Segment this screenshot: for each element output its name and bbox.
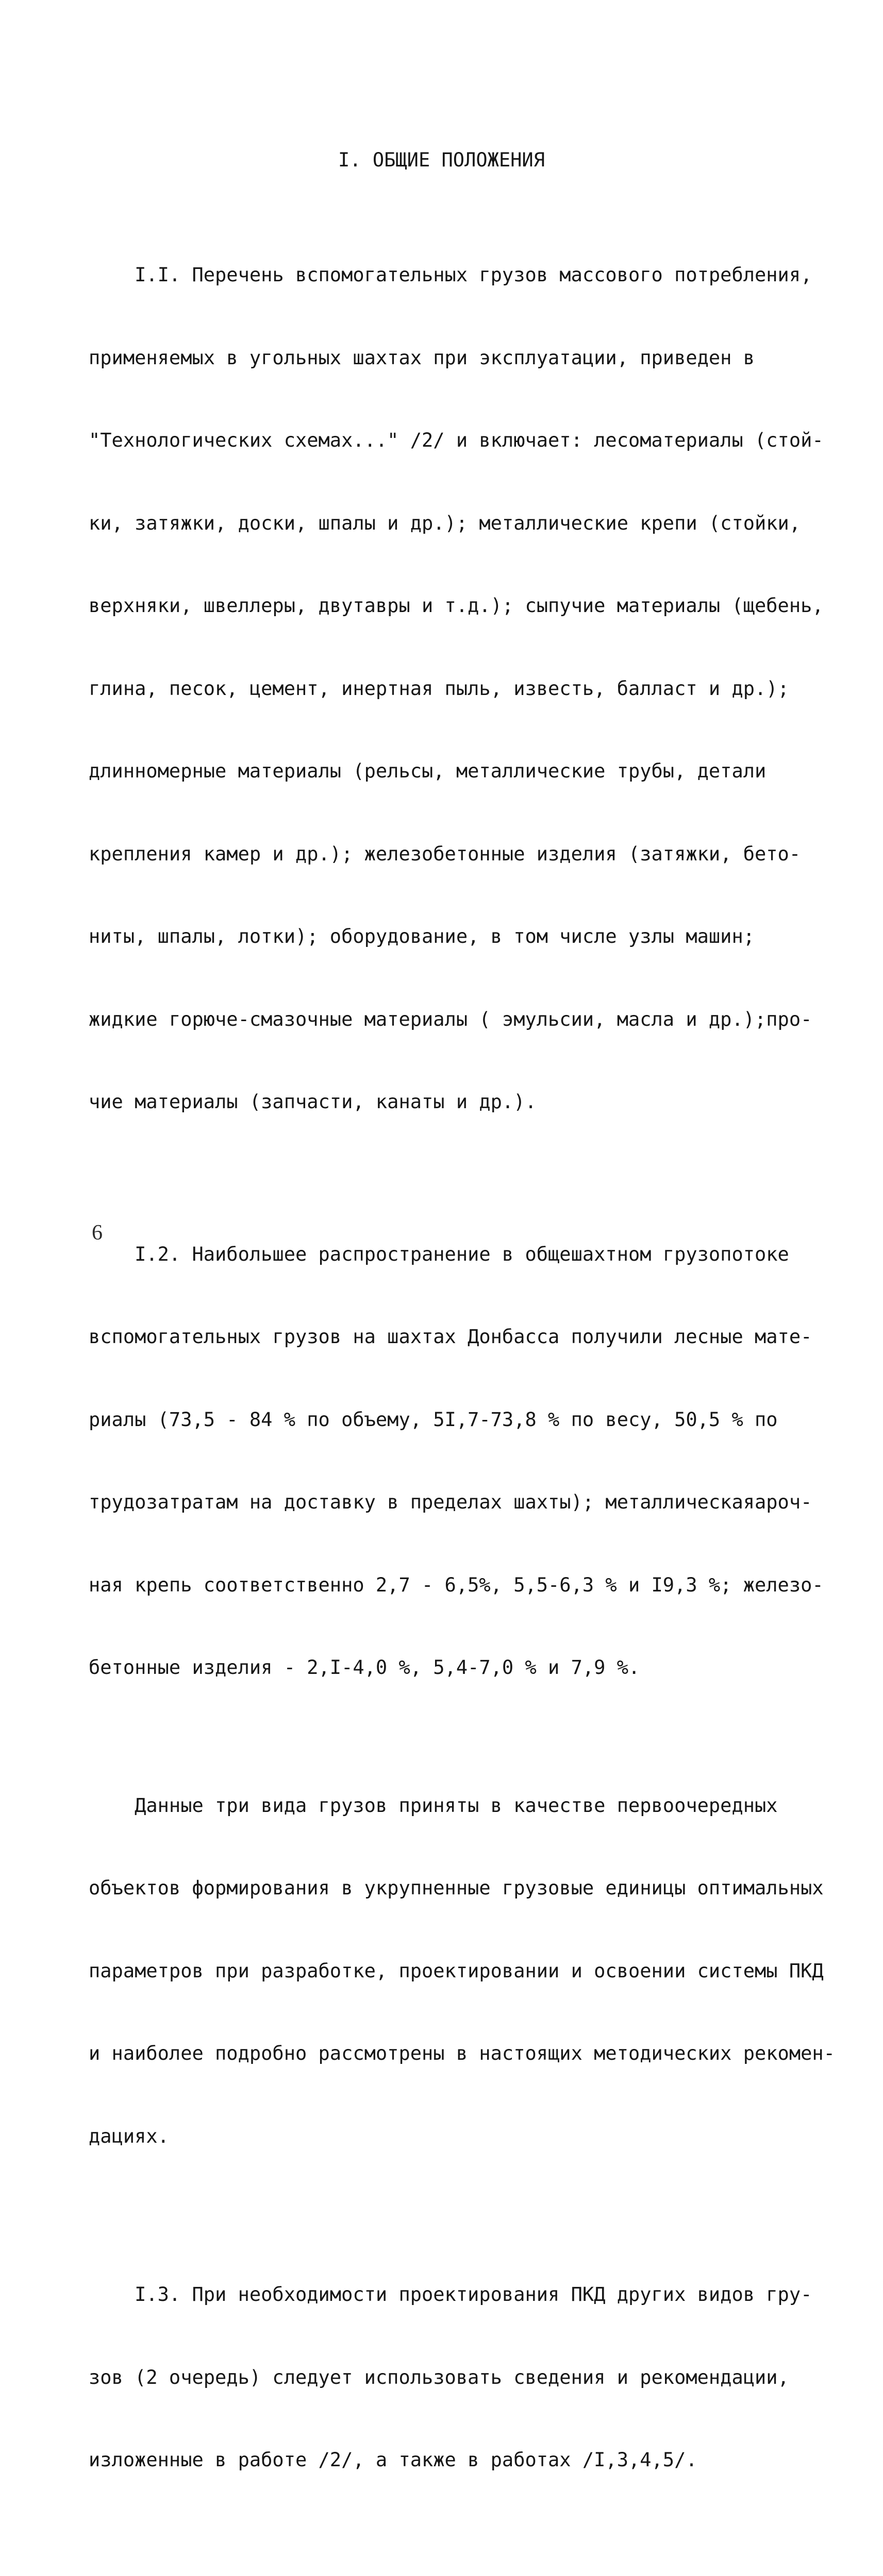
text-line: дациях. (89, 2123, 810, 2150)
paragraph-1-1 (89, 206, 810, 1171)
text-line: объектов формирования в укрупненные грузовые единицы оптимальных (89, 1874, 810, 1902)
text-line: "Технологических схемах..." /2/ и включает: лесоматериалы (стой- (89, 427, 810, 454)
paragraph-1-2 (89, 1185, 810, 1737)
text-line: ниты, шпалы, лотки); оборудование, в том числе узлы машин; (89, 923, 810, 951)
text-line: параметров при разработке, проектировании и освоении системы ПКД (89, 1957, 810, 1985)
text-line: бетонные изделия - 2,I-4,0 %, 5,4-7,0 % и 7,9 %. (89, 1654, 810, 1682)
text-line: крепления камер и др.); железобетонные изделия (затяжки, бето- (89, 840, 810, 868)
text-line: длинномерные материалы (рельсы, металлические трубы, детали (89, 757, 810, 785)
text-line: ки, затяжки, доски, шпалы и др.); металлические крепи (стойки, (89, 510, 810, 537)
paragraph-1-2-continued (89, 1737, 810, 2206)
page-number: 6 (92, 1220, 103, 1246)
text-line: I.2. Наибольшее распространение в общешахтном грузопотоке (89, 1241, 810, 1268)
text-line: глина, песок, цемент, инертная пыль, известь, балласт и др.); (89, 675, 810, 703)
text-line: применяемых в угольных шахтах при эксплуатации, приведен в (89, 344, 810, 372)
text-line: жидкие горюче-смазочные материалы ( эмульсии, масла и др.);про- (89, 1006, 810, 1033)
text-line: трудозатратам на доставку в пределах шахты); металлическаяароч- (89, 1488, 810, 1516)
text-line: и наиболее подробно рассмотрены в настоящих методических рекомен- (89, 2040, 810, 2067)
text-line: I.3. При необходимости проектирования ПКД других видов гру- (89, 2281, 810, 2309)
section-heading: I. ОБЩИЕ ПОЛОЖЕНИЯ (0, 148, 883, 172)
text-line: изложенные в работе /2/, а также в работах /I,3,4,5/. (89, 2446, 810, 2474)
paragraph-1-3-1 (89, 2544, 810, 2576)
text-line: вспомогательных грузов на шахтах Донбасса получили лесные мате- (89, 1323, 810, 1351)
text-line: Данные три вида грузов приняты в качестве первоочередных (89, 1792, 810, 1820)
text-line: верхняки, швеллеры, двутавры и т.д.); сыпучие материалы (щебень, (89, 592, 810, 620)
body-text (89, 206, 810, 2576)
text-line: ная крепь соответственно 2,7 - 6,5%, 5,5-6,3 % и I9,3 %; железо- (89, 1571, 810, 1599)
paragraph-1-3 (89, 2226, 810, 2529)
text-line: риалы (73,5 - 84 % по объему, 5I,7-73,8 % по весу, 50,5 % по (89, 1406, 810, 1434)
text-line: I.I. Перечень вспомогательных грузов массового потребления, (89, 261, 810, 289)
text-line: чие материалы (запчасти, канаты и др.). (89, 1088, 810, 1116)
text-line: зов (2 очередь) следует использовать сведения и рекомендации, (89, 2364, 810, 2392)
